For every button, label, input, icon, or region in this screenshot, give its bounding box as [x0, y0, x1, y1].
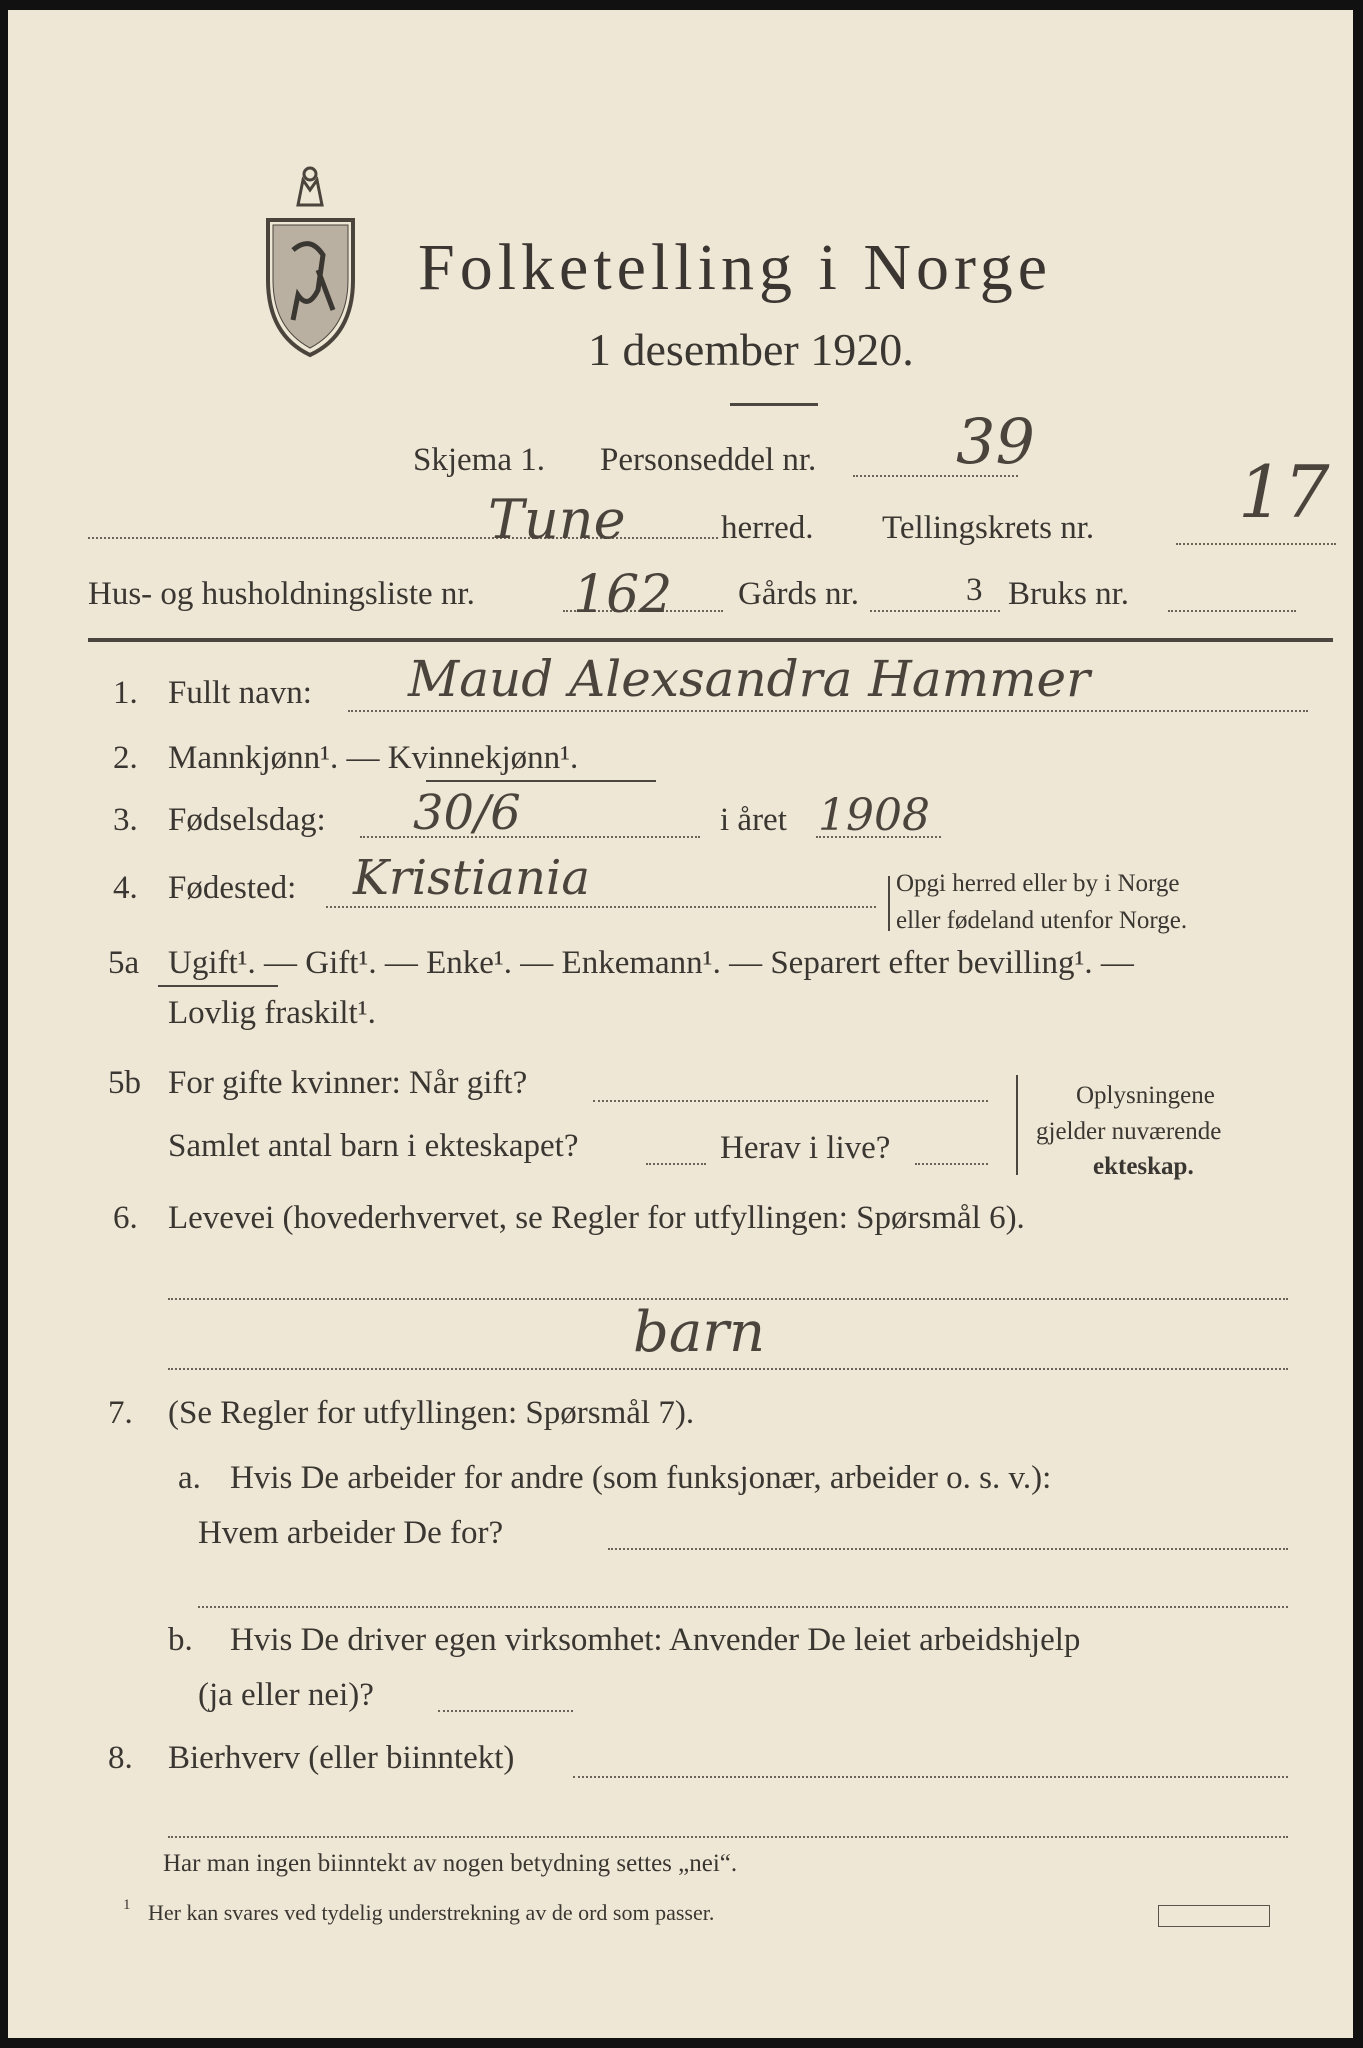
q5b-barn-line — [646, 1163, 706, 1165]
q6-number: 6. — [113, 1200, 138, 1236]
q5b-note1: Oplysningene — [1076, 1082, 1215, 1109]
q7a-line1 — [608, 1548, 1288, 1550]
q6-value: barn — [633, 1300, 766, 1365]
q5b-line1: For gifte kvinner: Når gift? — [168, 1065, 528, 1101]
q5b-line2b: Herav i live? — [720, 1130, 891, 1166]
q3-line — [360, 836, 700, 838]
q7a-line2 — [198, 1606, 1288, 1608]
form-title: Folketelling i Norge — [418, 231, 1053, 304]
q4-note-line1: Opgi herred eller by i Norge — [896, 870, 1180, 897]
q8-number: 8. — [108, 1740, 133, 1776]
tellingskrets-value: 17 — [1238, 450, 1330, 534]
q4-note-line2: eller fødeland utenfor Norge. — [896, 907, 1188, 934]
q5b-gift-line — [593, 1100, 988, 1102]
q5b-line2: Samlet antal barn i ekteskapet? — [168, 1128, 579, 1164]
q3-number: 3. — [113, 802, 138, 838]
q7-text: (Se Regler for utfyllingen: Spørsmål 7). — [168, 1395, 695, 1431]
coat-of-arms-icon — [263, 160, 358, 360]
gards-value: 3 — [966, 572, 983, 608]
q5b-live-line — [915, 1163, 988, 1165]
husholdning-label: Hus- og husholdningsliste nr. — [88, 576, 475, 612]
title-divider — [730, 403, 818, 406]
q7b-text2: (ja eller nei)? — [198, 1677, 374, 1713]
gards-label: Gårds nr. — [738, 576, 859, 612]
bruks-line — [1168, 610, 1296, 612]
footer-note: Har man ingen biinntekt av nogen betydning settes „nei“. — [163, 1850, 738, 1877]
q3-year-value: 1908 — [818, 790, 930, 841]
printer-stamp — [1158, 1905, 1270, 1927]
q7b-text: Hvis De driver egen virksomhet: Anvender De leiet arbeidshjelp — [230, 1622, 1081, 1658]
q5b-note2: gjelder nuværende — [1036, 1118, 1222, 1145]
skjema-label: Skjema 1. — [413, 442, 545, 478]
q8-line1 — [573, 1776, 1288, 1778]
q7a-text2: Hvem arbeider De for? — [198, 1515, 504, 1551]
q6-line2 — [168, 1368, 1288, 1370]
q4-label: Fødested: — [168, 870, 297, 906]
q5a-text: Ugift¹. — Gift¹. — Enke¹. — Enkemann¹. — Separert efter bevilling¹. — — [168, 945, 1134, 981]
census-date: 1 desember 1920. — [588, 324, 914, 375]
tellingskrets-label: Tellingskrets nr. — [882, 510, 1095, 546]
q4-note-bracket — [888, 876, 890, 931]
gards-line — [870, 610, 1000, 612]
herred-label: herred. — [721, 510, 814, 546]
q4-line — [326, 906, 876, 908]
q1-line — [348, 710, 1308, 712]
q7b-line — [438, 1710, 573, 1712]
q7b-letter: b. — [168, 1622, 193, 1658]
personseddel-label: Personseddel nr. — [600, 442, 817, 478]
personseddel-value: 39 — [956, 405, 1035, 478]
q5a-underline — [158, 985, 278, 987]
bruks-label: Bruks nr. — [1008, 576, 1130, 612]
q2-text: Mannkjønn¹. — Kvinnekjønn¹. — [168, 740, 579, 776]
q5a-text2: Lovlig fraskilt¹. — [168, 995, 376, 1031]
q1-value: Maud Alexsandra Hammer — [408, 650, 1091, 708]
q7-number: 7. — [108, 1395, 133, 1431]
census-form-page — [8, 10, 1353, 2038]
q2-underline — [426, 780, 656, 782]
herred-value: Tune — [488, 488, 626, 551]
footnote-text: Her kan svares ved tydelig understrekning av de ord som passer. — [148, 1900, 715, 1925]
q2-number: 2. — [113, 740, 138, 776]
q3-year-label: i året — [720, 802, 787, 838]
q5b-note-bracket — [1016, 1075, 1018, 1175]
q8-line2 — [168, 1836, 1288, 1838]
q3-label: Fødselsdag: — [168, 802, 326, 838]
q5b-note3: ekteskap. — [1093, 1153, 1194, 1180]
q8-text: Bierhverv (eller biinntekt) — [168, 1740, 515, 1776]
footnote-marker: 1 — [123, 1897, 131, 1913]
q1-label: Fullt navn: — [168, 675, 312, 711]
q7a-letter: a. — [178, 1460, 201, 1496]
husholdning-value: 162 — [573, 565, 673, 625]
q7a-text: Hvis De arbeider for andre (som funksjonær, arbeider o. s. v.): — [230, 1460, 1052, 1496]
q1-number: 1. — [113, 675, 138, 711]
q5b-number: 5b — [108, 1065, 141, 1101]
q3-value: 30/6 — [413, 785, 521, 841]
q4-value: Kristiania — [353, 850, 590, 906]
tellingskrets-line — [1176, 543, 1336, 545]
q6-text: Levevei (hovederhvervet, se Regler for utfyllingen: Spørsmål 6). — [168, 1200, 1025, 1236]
q5a-number: 5a — [108, 945, 140, 981]
header-divider — [88, 638, 1333, 642]
q4-number: 4. — [113, 870, 138, 906]
